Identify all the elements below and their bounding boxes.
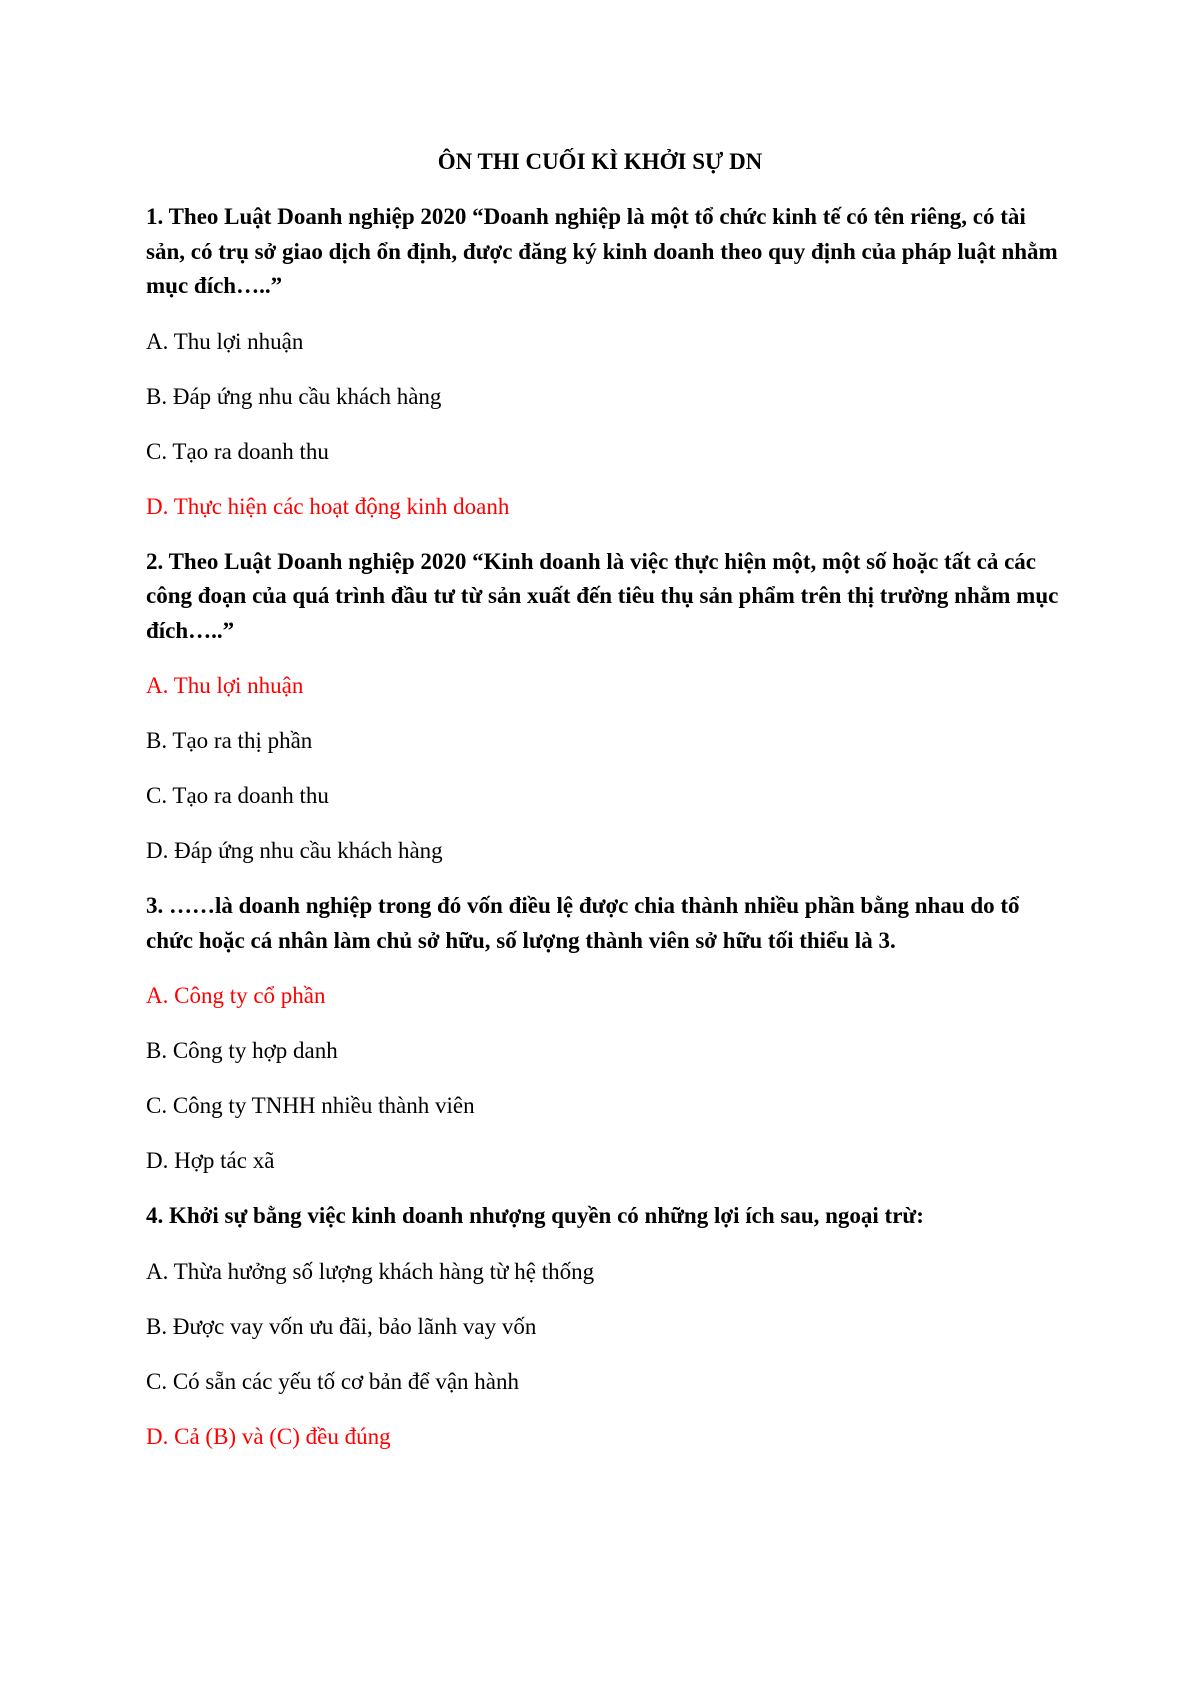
question-text: 3. ……là doanh nghiệp trong đó vốn điều lệ được chia thành nhiều phần bằng nhau do tổ chức hoặc cá nhân làm chủ sở hữu, số lượng thành viên sở hữu tối thiểu là 3. xyxy=(146,893,1020,953)
answer-option: C. Tạo ra doanh thu xyxy=(146,438,329,464)
answer-option: B. Công ty hợp danh xyxy=(146,1038,338,1063)
answer-option: D. Hợp tác xã xyxy=(146,1148,275,1173)
question-block-4 xyxy=(146,1199,1066,1454)
answer-option-correct: D. Thực hiện các hoạt động kinh doanh xyxy=(146,493,510,519)
question-block-1 xyxy=(146,200,1066,524)
answer-option: B. Được vay vốn ưu đãi, bảo lãnh vay vốn xyxy=(146,1313,537,1339)
answer-option: A. Thu lợi nhuận xyxy=(146,328,304,354)
question-list xyxy=(146,200,1066,1475)
answer-option: C. Có sẵn các yếu tố cơ bản để vận hành xyxy=(146,1368,520,1394)
question-block-3 xyxy=(146,889,1066,1178)
answer-option: A. Thừa hưởng số lượng khách hàng từ hệ thống xyxy=(146,1258,595,1284)
question-text: 1. Theo Luật Doanh nghiệp 2020 “Doanh nghiệp là một tổ chức kinh tế có tên riêng, có tài sản, có trụ sở giao dịch ổn định, được đăng ký kinh doanh theo quy định của pháp luật nhằm mục đích…..” xyxy=(146,204,1058,298)
answer-option-correct: A. Công ty cổ phần xyxy=(146,983,326,1008)
answer-option-correct: D. Cả (B) và (C) đều đúng xyxy=(146,1423,391,1449)
document-title: ÔN THI CUỐI KÌ KHỞI SỰ DN xyxy=(437,149,763,174)
answer-option-correct: A. Thu lợi nhuận xyxy=(146,673,304,698)
answer-option: B. Đáp ứng nhu cầu khách hàng xyxy=(146,383,442,409)
question-text: 2. Theo Luật Doanh nghiệp 2020 “Kinh doanh là việc thực hiện một, một số hoặc tất cả các công đoạn của quá trình đầu tư từ sản xuất đến tiêu thụ sản phẩm trên thị trường nhằm mục đích…..” xyxy=(146,548,1059,643)
question-text: 4. Khởi sự bằng việc kinh doanh nhượng quyền có những lợi ích sau, ngoại trừ: xyxy=(146,1203,924,1228)
answer-option: C. Tạo ra doanh thu xyxy=(146,783,329,808)
answer-option: B. Tạo ra thị phần xyxy=(146,728,313,753)
answer-option: C. Công ty TNHH nhiều thành viên xyxy=(146,1093,475,1118)
question-block-2 xyxy=(146,545,1066,869)
answer-option: D. Đáp ứng nhu cầu khách hàng xyxy=(146,838,443,863)
